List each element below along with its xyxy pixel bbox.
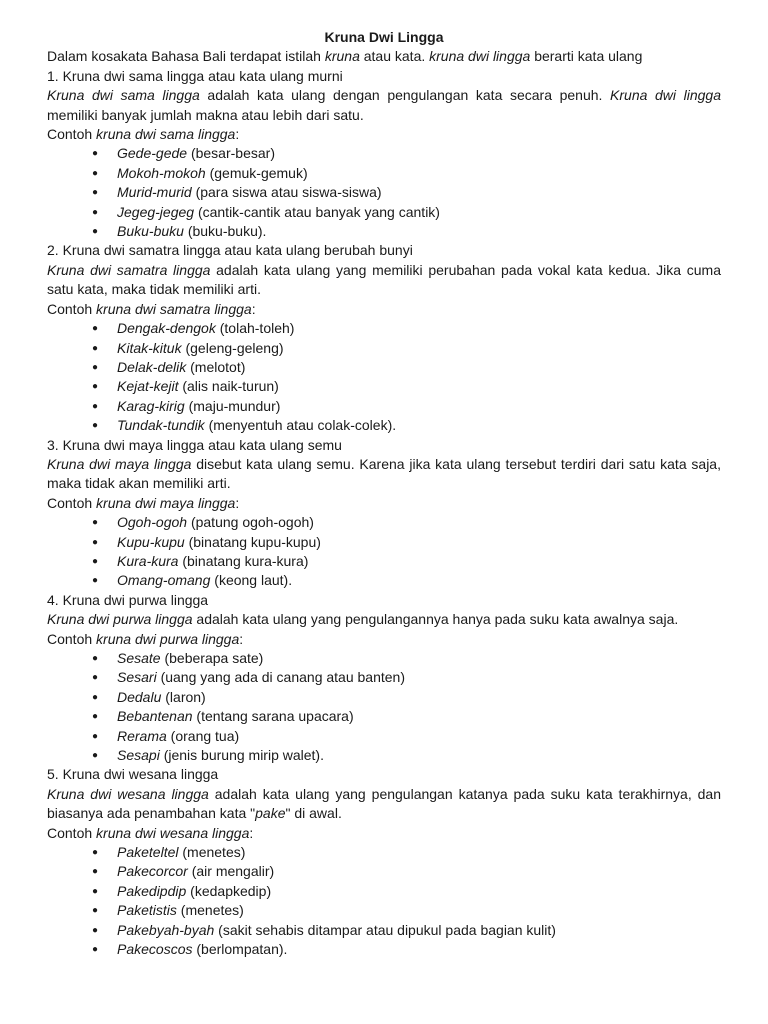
example-suffix: :	[235, 494, 240, 511]
list-item	[47, 552, 721, 571]
bullet-icon: ●	[92, 323, 99, 335]
item-meaning: (berlompatan).	[192, 941, 288, 958]
section-heading: 3. Kruna dwi maya lingga atau kata ulang semu	[47, 436, 342, 453]
example-prefix: Contoh	[47, 494, 97, 511]
item-meaning: (tentang sarana upacara)	[192, 708, 354, 725]
example-suffix: :	[235, 126, 240, 143]
item-term: Dedalu	[117, 688, 162, 705]
section-description	[47, 610, 721, 629]
intro-text-3: berarti kata ulang	[530, 48, 643, 65]
bullet-icon: ●	[92, 381, 99, 393]
item-meaning: (patung ogoh-ogoh)	[187, 514, 314, 531]
item-term: Pakecorcor	[117, 863, 188, 880]
bullet-icon: ●	[92, 148, 99, 160]
example-list	[47, 144, 721, 241]
description-term: pake	[255, 805, 286, 822]
bullet-icon: ●	[92, 711, 99, 723]
item-meaning: (binatang kupu-kupu)	[184, 533, 321, 550]
list-item	[47, 649, 721, 668]
item-term: Paketistis	[117, 902, 177, 919]
list-item	[47, 746, 721, 765]
bullet-icon: ●	[92, 517, 99, 529]
item-meaning: (air mengalir)	[187, 863, 275, 880]
bullet-icon: ●	[92, 167, 99, 179]
bullet-icon: ●	[92, 905, 99, 917]
list-item	[47, 707, 721, 726]
bullet-icon: ●	[92, 206, 99, 218]
intro-text-1: Dalam kosakata Bahasa Bali terdapat istilah	[47, 48, 325, 65]
list-item	[47, 222, 721, 241]
example-intro	[47, 630, 721, 649]
bullet-icon: ●	[92, 536, 99, 548]
item-term: Omang-omang	[117, 572, 211, 589]
description-term: Kruna dwi purwa lingga	[47, 611, 193, 628]
description-term: Kruna dwi sama lingga	[47, 87, 200, 104]
intro-text-2: atau kata.	[359, 48, 430, 65]
section-3	[47, 436, 721, 591]
list-item	[47, 571, 721, 590]
item-meaning: (geleng-geleng)	[181, 339, 284, 356]
bullet-icon: ●	[92, 730, 99, 742]
list-item	[47, 688, 721, 707]
list-item	[47, 183, 721, 202]
bullet-icon: ●	[92, 575, 99, 587]
list-item	[47, 901, 721, 920]
item-term: Kejat-kejit	[117, 378, 179, 395]
item-term: Delak-delik	[117, 358, 187, 375]
bullet-icon: ●	[92, 885, 99, 897]
list-item	[47, 513, 721, 532]
description-text: adalah kata ulang yang memiliki perubahan pada vokal kata kedua. Jika cuma satu kata, maka tidak memiliki arti.	[47, 261, 721, 298]
example-term: kruna dwi purwa lingga	[96, 630, 240, 647]
section-description	[47, 785, 721, 824]
item-meaning: (kedapkedip)	[186, 882, 272, 899]
description-term: Kruna dwi maya lingga	[47, 455, 192, 472]
bullet-icon: ●	[92, 944, 99, 956]
item-term: Jegeg-jegeg	[117, 203, 195, 220]
item-meaning: (tolah-toleh)	[215, 320, 295, 337]
example-prefix: Contoh	[47, 126, 97, 143]
section-description	[47, 86, 721, 125]
item-meaning: (uang yang ada di canang atau banten)	[156, 669, 405, 686]
list-item	[47, 358, 721, 377]
item-meaning: (melotot)	[186, 358, 246, 375]
example-list	[47, 513, 721, 591]
section-heading: 5. Kruna dwi wesana lingga	[47, 766, 219, 783]
item-term: Buku-buku	[117, 223, 184, 240]
description-term: Kruna dwi wesana lingga	[47, 785, 209, 802]
bullet-icon: ●	[92, 750, 99, 762]
list-item	[47, 727, 721, 746]
item-meaning: (menyentuh atau colak-colek).	[204, 417, 397, 434]
item-term: Gede-gede	[117, 145, 188, 162]
item-meaning: (menetes)	[178, 844, 246, 861]
section-4	[47, 591, 721, 766]
example-prefix: Contoh	[47, 630, 97, 647]
bullet-icon: ●	[92, 342, 99, 354]
item-term: Pakecoscos	[117, 941, 193, 958]
bullet-icon: ●	[92, 555, 99, 567]
item-meaning: (menetes)	[176, 902, 244, 919]
list-item	[47, 862, 721, 881]
list-item	[47, 921, 721, 940]
example-term: kruna dwi samatra lingga	[96, 300, 252, 317]
example-intro	[47, 824, 721, 843]
example-suffix: :	[249, 824, 254, 841]
item-meaning: (jenis burung mirip walet).	[159, 747, 324, 764]
list-item	[47, 416, 721, 435]
list-item	[47, 533, 721, 552]
list-item	[47, 144, 721, 163]
item-meaning: (cantik-cantik atau banyak yang cantik)	[194, 203, 440, 220]
item-meaning: (laron)	[161, 688, 206, 705]
list-item	[47, 203, 721, 222]
item-term: Sesate	[117, 650, 161, 666]
description-text: adalah kata ulang yang pengulangannya hanya pada suku kata awalnya saja.	[192, 611, 679, 628]
example-prefix: Contoh	[47, 300, 97, 317]
example-suffix: :	[251, 300, 256, 317]
list-item	[47, 668, 721, 687]
item-meaning: (maju-mundur)	[184, 397, 281, 414]
item-term: Pakedipdip	[117, 882, 187, 899]
description-text: " di awal.	[285, 805, 342, 822]
item-term: Bebantenan	[117, 708, 193, 725]
description-term: Kruna dwi lingga	[610, 87, 721, 104]
example-term: kruna dwi maya lingga	[96, 494, 236, 511]
example-list	[47, 649, 721, 765]
bullet-icon: ●	[92, 691, 99, 703]
description-text: memiliki banyak jumlah makna atau lebih dari satu.	[47, 106, 364, 123]
bullet-icon: ●	[92, 672, 99, 684]
item-meaning: (alis naik-turun)	[178, 378, 279, 395]
bullet-icon: ●	[92, 420, 99, 432]
example-list	[47, 843, 721, 959]
example-list	[47, 319, 721, 435]
example-term: kruna dwi sama lingga	[96, 126, 236, 143]
section-1	[47, 67, 721, 242]
example-prefix: Contoh	[47, 824, 97, 841]
item-term: Pakebyah-byah	[117, 921, 215, 938]
description-term: Kruna dwi samatra lingga	[47, 261, 211, 278]
example-intro	[47, 494, 721, 513]
document-title: Kruna Dwi Lingga	[324, 29, 444, 45]
example-intro	[47, 125, 721, 144]
item-term: Kura-kura	[117, 552, 179, 569]
bullet-icon: ●	[92, 866, 99, 878]
intro-term-kruna: kruna	[324, 48, 360, 65]
item-term: Murid-murid	[117, 184, 192, 201]
item-term: Tundak-tundik	[117, 417, 205, 434]
item-meaning: (sakit sehabis ditampar atau dipukul pada bagian kulit)	[214, 921, 556, 938]
bullet-icon: ●	[92, 187, 99, 199]
list-item	[47, 319, 721, 338]
list-item	[47, 882, 721, 901]
description-text: adalah kata ulang dengan pengulangan kata secara penuh.	[199, 87, 611, 104]
item-meaning: (keong laut).	[210, 572, 293, 589]
list-item	[47, 940, 721, 959]
bullet-icon: ●	[92, 924, 99, 936]
list-item	[47, 397, 721, 416]
item-meaning: (beberapa sate)	[160, 650, 264, 666]
item-term: Sesari	[117, 669, 157, 686]
item-term: Mokoh-mokoh	[117, 164, 206, 181]
bullet-icon: ●	[92, 226, 99, 238]
example-suffix: :	[239, 630, 244, 647]
list-item	[47, 843, 721, 862]
section-5	[47, 765, 721, 959]
item-term: Dengak-dengok	[117, 320, 216, 337]
item-term: Kupu-kupu	[117, 533, 185, 550]
item-term: Paketeltel	[117, 844, 179, 861]
item-meaning: (orang tua)	[166, 727, 240, 744]
bullet-icon: ●	[92, 361, 99, 373]
section-heading: 1. Kruna dwi sama lingga atau kata ulang murni	[47, 67, 343, 84]
item-term: Ogoh-ogoh	[117, 514, 188, 531]
bullet-icon: ●	[92, 400, 99, 412]
section-heading: 2. Kruna dwi samatra lingga atau kata ulang berubah bunyi	[47, 242, 413, 259]
description-text: disebut kata ulang semu. Karena jika kata ulang tersebut terdiri dari satu kata saja, maka tidak akan memiliki arti.	[47, 455, 721, 492]
item-term: Karag-kirig	[117, 397, 185, 414]
item-term: Sesapi	[117, 747, 160, 764]
intro-term-dwi-lingga: kruna dwi lingga	[429, 48, 531, 65]
bullet-icon: ●	[92, 653, 99, 664]
item-term: Rerama	[117, 727, 167, 744]
item-meaning: (gemuk-gemuk)	[205, 164, 308, 181]
description-text: adalah kata ulang yang pengulangan katanya pada suku kata terakhirnya, dan biasanya ada penambahan kata "	[47, 785, 722, 822]
section-heading: 4. Kruna dwi purwa lingga	[47, 591, 209, 608]
item-meaning: (buku-buku).	[183, 223, 267, 240]
list-item	[47, 164, 721, 183]
item-meaning: (binatang kura-kura)	[178, 552, 309, 569]
item-term: Kitak-kituk	[117, 339, 182, 356]
section-description	[47, 261, 721, 300]
example-intro	[47, 300, 721, 319]
section-description	[47, 455, 721, 494]
list-item	[47, 377, 721, 396]
example-term: kruna dwi wesana lingga	[96, 824, 250, 841]
intro-paragraph	[47, 47, 721, 66]
list-item	[47, 339, 721, 358]
item-meaning: (para siswa atau siswa-siswa)	[191, 184, 382, 201]
bullet-icon: ●	[92, 847, 99, 859]
item-meaning: (besar-besar)	[187, 145, 275, 162]
section-2	[47, 241, 721, 435]
